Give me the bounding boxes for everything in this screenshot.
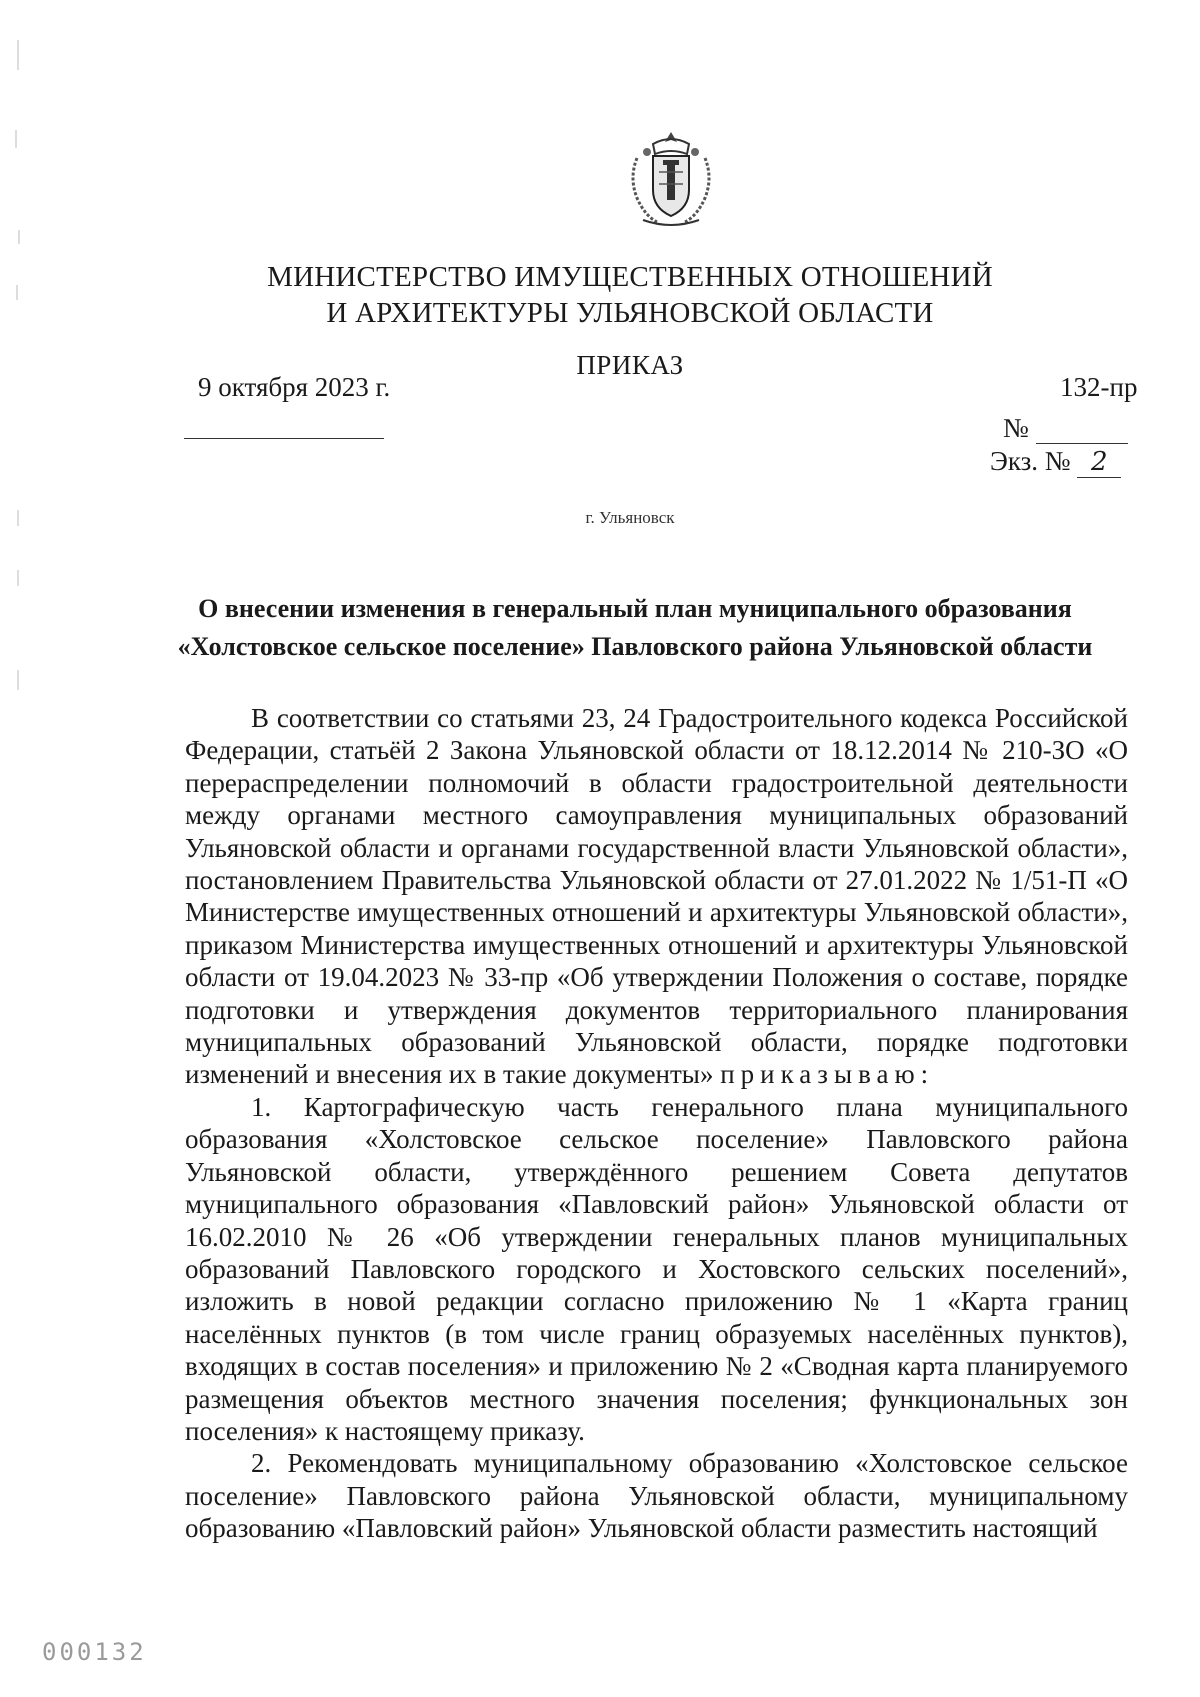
intro-paragraph	[185, 702, 1128, 1091]
order-item-1: 1. Картографическую часть генерального плана муниципального образования «Холстовское сельское поселение» Павловского района Ульяновской области, утверждённого решением Совета депутатов муниципального образования «Павловский район» Ульяновской области от 16.02.2010 № 26 «Об утверждении генеральных планов муниципальных образований Павловского городского и Хостовского сельских поселений», изложить в новой редакции согласно приложению № 1 «Карта границ населённых пунктов (в том числе границ образуемых населённых пунктов), входящих в состав поселения» и приложению № 2 «Сводная карта планируемого размещения объектов местного значения поселения; функциональных зон поселения» к настоящему приказу.	[185, 1091, 1128, 1446]
document-body	[185, 702, 1128, 1545]
number-label: №	[1003, 413, 1029, 443]
date-underline	[184, 438, 384, 439]
registration-number: 132-пр	[1060, 372, 1138, 402]
document-type: ПРИКАЗ	[576, 350, 684, 380]
document-date: 9 октября 2023 г.	[198, 372, 391, 402]
title-line2: «Холстовское сельское поселение» Павловского района Ульяновской области	[177, 632, 1093, 661]
title-line1: О внесении изменения в генеральный план муниципального образования	[198, 594, 1072, 623]
document-title	[150, 590, 1120, 666]
order-word: приказываю:	[720, 1059, 935, 1090]
ministry-name-line2: И АРХИТЕКТУРЫ УЛЬЯНОВСКОЙ ОБЛАСТИ	[326, 297, 934, 329]
ministry-name-line1: МИНИСТЕРСТВО ИМУЩЕСТВЕННЫХ ОТНОШЕНИЙ	[267, 261, 993, 293]
city-name: г. Ульяновск	[585, 508, 675, 527]
coat-of-arms-emblem	[623, 128, 719, 230]
number-field	[1003, 413, 1128, 444]
copy-number-handwritten: 2	[1077, 447, 1121, 478]
copy-label: Экз. №	[990, 446, 1071, 476]
copy-number-field	[990, 446, 1121, 478]
order-item-2: 2. Рекомендовать муниципальному образованию «Холстовское сельское поселение» Павловского района Ульяновской области, муниципальному образованию «Павловский район» Ульяновской области разместить настоящий	[185, 1448, 1128, 1544]
scan-margin-marks	[8, 30, 28, 730]
intro-text: В соответствии со статьями 23, 24 Градостроительного кодекса Российской Федерации, статьёй 2 Закона Ульяновской области от 18.12.2014 № 210-ЗО «О перераспределении полномочий в области градостроительной деятельности между органами местного самоуправления муниципальных образований Ульяновской области и органами государственной власти Ульяновской области», постановлением Правительства Ульяновской области от 27.01.2022 № 1/51-П «О Министерстве имущественных отношений и архитектуры Ульяновской области», приказом Министерства имущественных отношений и архитектуры Ульяновской области от 19.04.2023 № 33-пр «Об утверждении Положения о составе, порядке подготовки и утверждения документов территориального планирования муниципальных образований Ульяновской области, порядке подготовки изменений и внесения их в такие документы»	[185, 703, 1128, 1090]
archive-stamp-number: 000132	[42, 1638, 147, 1666]
number-blank	[1036, 419, 1128, 444]
